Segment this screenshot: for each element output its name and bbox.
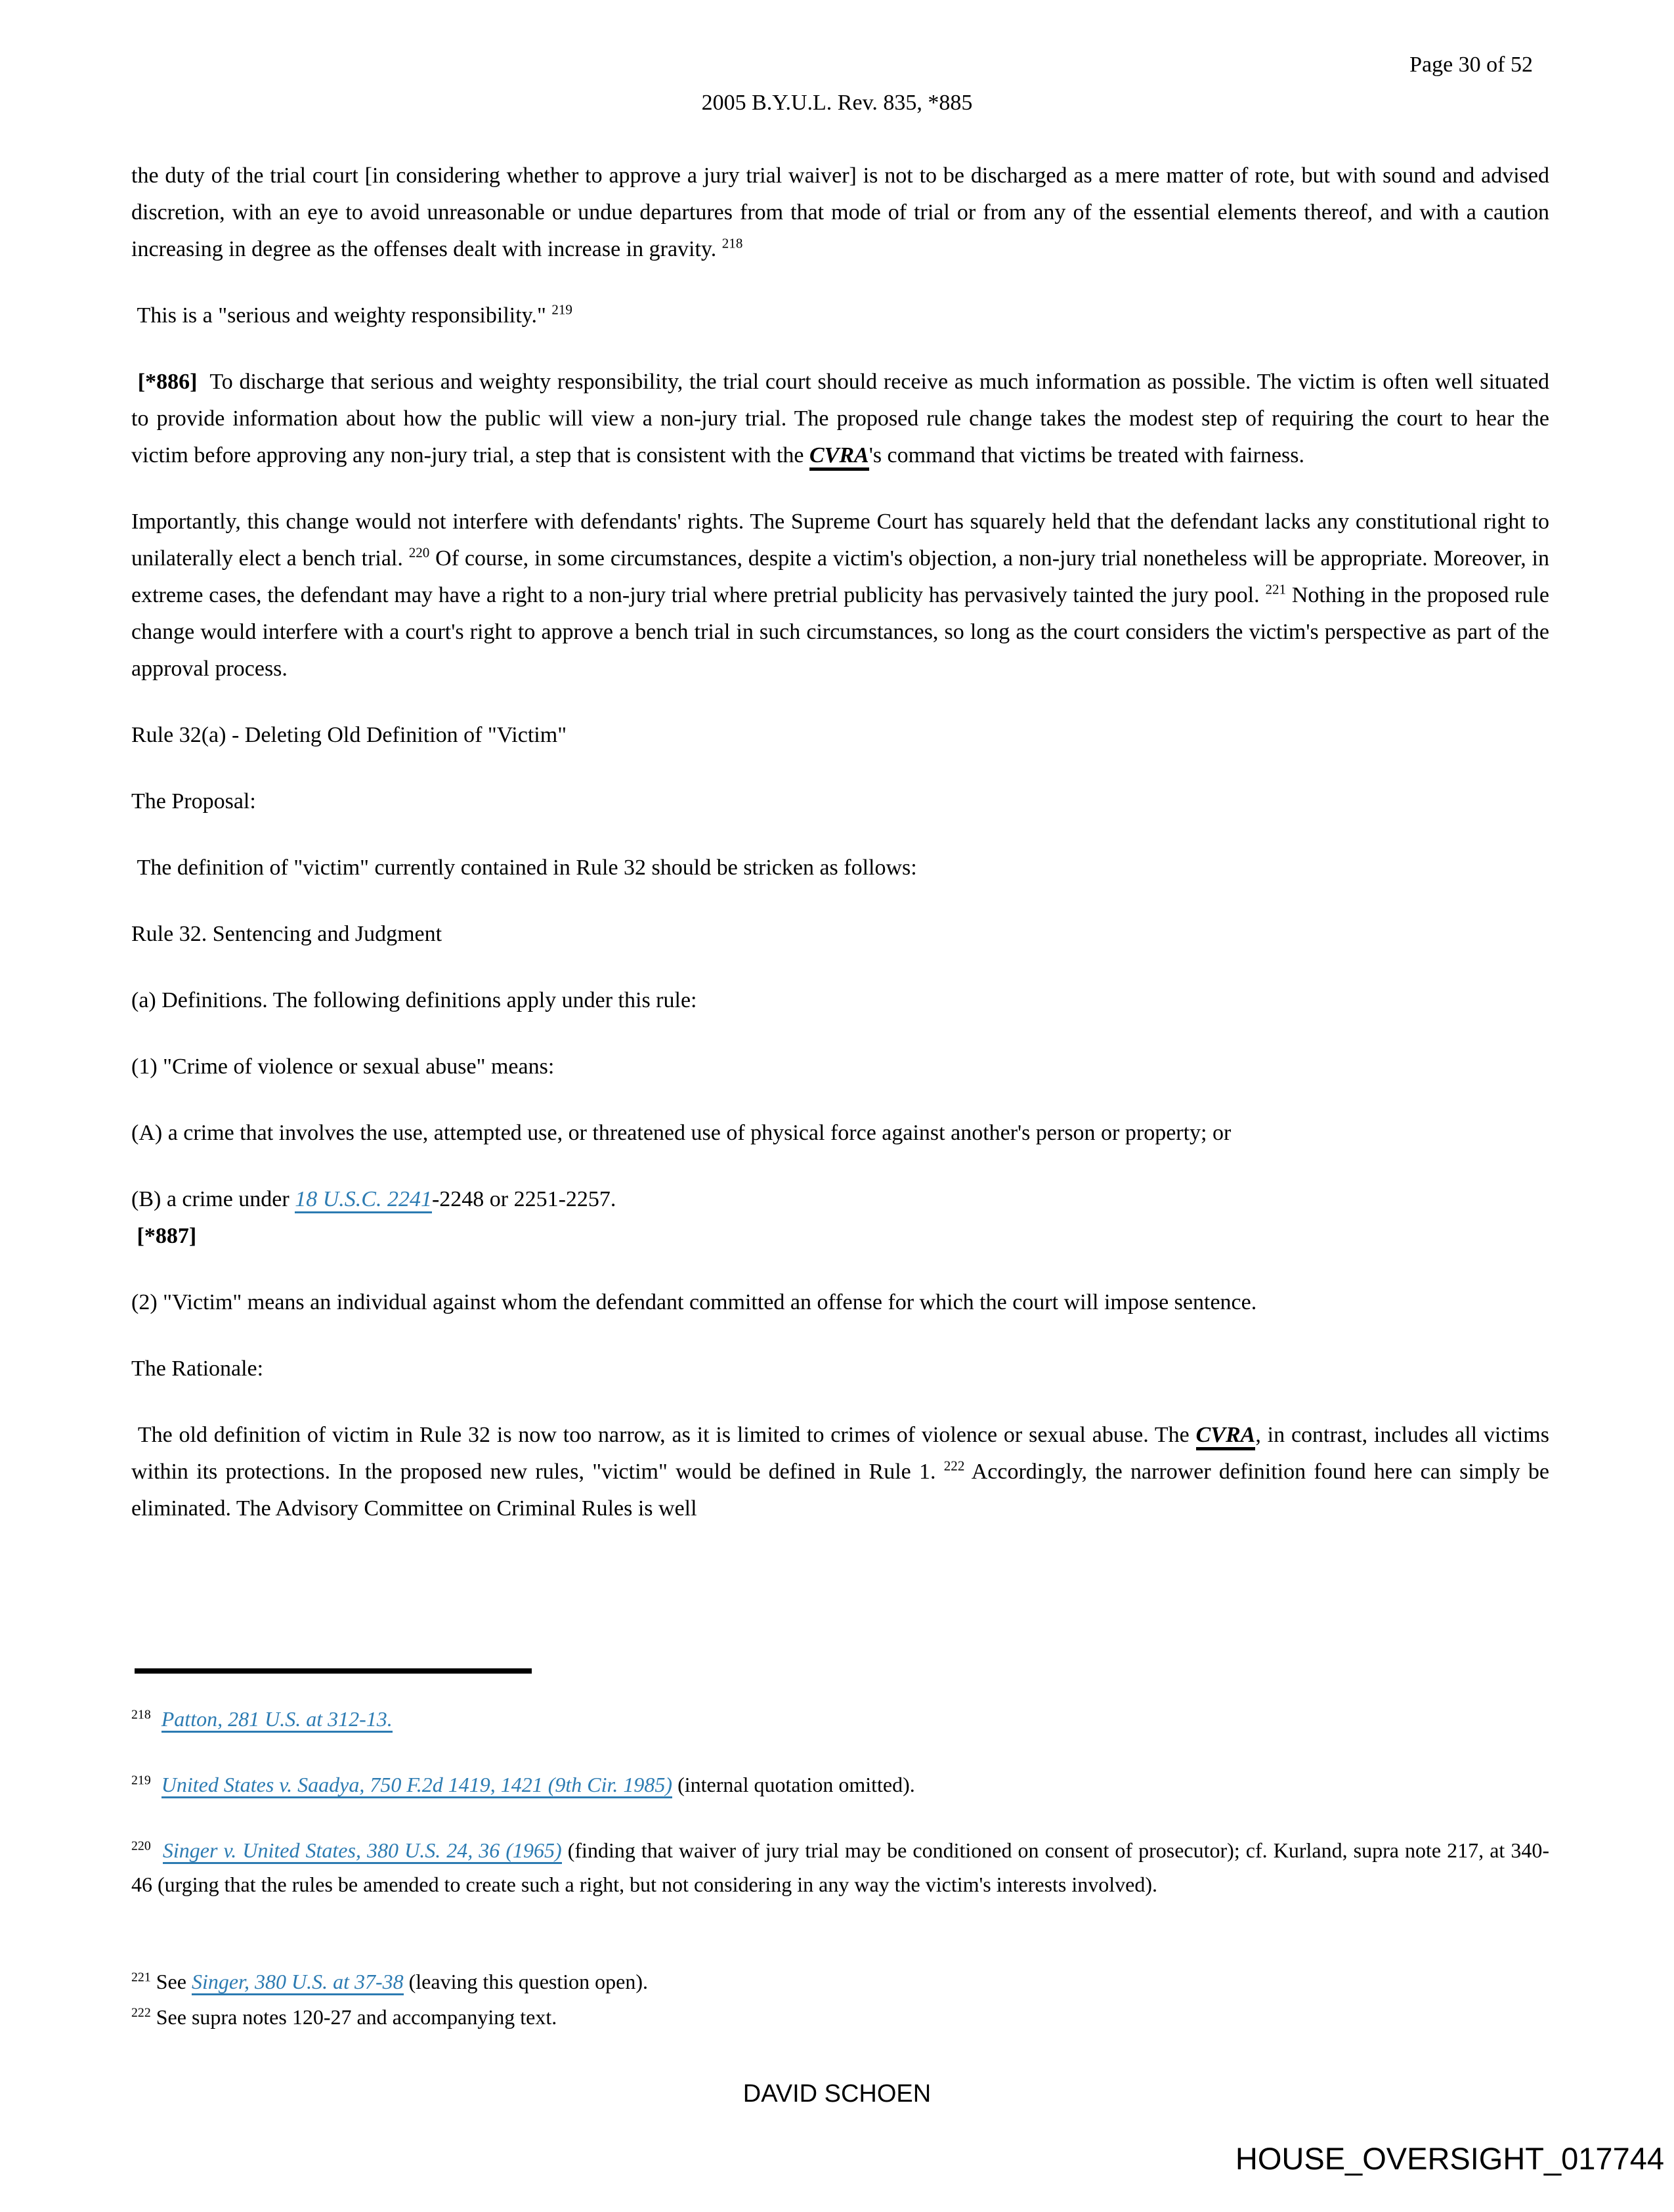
text-run <box>151 1838 163 1862</box>
footnote-reference: 222 <box>943 1458 965 1474</box>
text-run <box>131 370 138 394</box>
text-run: , in contrast, includes all victims within its protections. In the proposed new rules, "victim" would be defined in Rule 1. <box>131 1423 1549 1484</box>
footnote-item <box>131 2000 1549 2034</box>
text-run: Rule 32(a) - Deleting Old Definition of "Victim" <box>131 723 567 747</box>
text-run: Accordingly, the narrower definition found here can simply be eliminated. The Advisory Committee on Criminal Rules is well <box>131 1460 1549 1521</box>
footnote-reference: 221 <box>131 1970 151 1985</box>
text-run: CVRA <box>809 443 869 471</box>
body-paragraph <box>131 783 1549 820</box>
body-paragraph <box>131 1049 1549 1085</box>
text-run: (internal quotation omitted). <box>672 1773 915 1796</box>
body-paragraph <box>131 1115 1549 1152</box>
body-paragraph <box>131 297 1549 334</box>
text-run: (1) "Crime of violence or sexual abuse" means: <box>131 1054 555 1079</box>
text-run: The old definition of victim in Rule 32 is now too narrow, as it is limited to crimes of violence or sexual abuse. The <box>131 1423 1196 1447</box>
text-run: Rule 32. Sentencing and Judgment <box>131 922 442 946</box>
text-run: (finding that waiver of jury trial may be conditioned on consent of prosecutor); cf. Kurland, supra note 217, at 340-46 (urging that the rules be amended to create such a right, but not considering in any way the victim's interests involved). <box>131 1838 1550 1896</box>
document-citation-header: 2005 B.Y.U.L. Rev. 835, *885 <box>701 91 973 115</box>
footnote-reference: 220 <box>131 1838 151 1854</box>
body-paragraph <box>131 158 1549 268</box>
text-run: This is a "serious and weighty responsibility." <box>131 303 552 328</box>
footnote-item <box>131 1964 1549 1999</box>
text-run: The Rationale: <box>131 1356 264 1381</box>
footnote-reference: 220 <box>408 544 430 561</box>
citation-link[interactable]: 18 U.S.C. 2241 <box>295 1187 432 1213</box>
bates-number: HOUSE_OVERSIGHT_017744 <box>1235 2141 1664 2176</box>
body-paragraph <box>131 916 1549 953</box>
footnote-reference: 221 <box>1265 581 1287 597</box>
body-paragraph <box>131 1284 1549 1321</box>
citation-link[interactable]: Singer, 380 U.S. at 37-38 <box>192 1970 404 1995</box>
text-run: To discharge that serious and weighty responsibility, the trial court should receive as much information as possible. The victim is often well situated to provide information about how the public will view a non-jury trial. The proposed rule change takes the modest step of requiring the court to hear the victim before approving any non-jury trial, a step that is consistent with the <box>131 370 1550 467</box>
text-run: (B) a crime under <box>131 1187 295 1211</box>
footnote-reference: 218 <box>721 235 743 251</box>
citation-link[interactable]: Singer v. United States, 380 U.S. 24, 36 (1965) <box>163 1838 562 1864</box>
footnote-reference: 219 <box>551 301 572 318</box>
text-run: The definition of "victim" currently contained in Rule 32 should be stricken as follows: <box>131 856 917 880</box>
text-run: the duty of the trial court [in considering whether to approve a jury trial waiver] is not to be discharged as a mere matter of rote, but with sound and advised discretion, with an eye to avoid unreasonable or undue departures from that mode of trial or from any of the essential elements thereof, and with a caution increasing in degree as the offenses dealt with increase in gravity. <box>131 163 1549 261</box>
body-paragraph <box>131 504 1549 687</box>
body-paragraph <box>131 364 1549 474</box>
text-run: Nothing in the proposed rule change would interfere with a court's right to approve a bench trial in such circumstances, so long as the court considers the victim's perspective as part of the approval process. <box>131 583 1549 681</box>
text-run: Importantly, this change would not interfere with defendants' rights. The Supreme Court has squarely held that the defendant lacks any constitutional right to unilaterally elect a bench trial. <box>131 510 1549 571</box>
footnote-item <box>131 1833 1549 1901</box>
text-run <box>131 1224 137 1248</box>
text-run: -2248 or 2251-2257. <box>431 1187 616 1211</box>
footnote-reference: 218 <box>131 1707 151 1722</box>
text-run: (2) "Victim" means an individual against whom the defendant committed an offense for which the court will impose sentence. <box>131 1290 1257 1314</box>
footnotes-section <box>131 1702 1549 2034</box>
page-indicator: Page 30 of 52 <box>1409 53 1533 77</box>
text-run <box>151 1773 161 1796</box>
text-run: [*887] <box>137 1224 197 1248</box>
text-run: (leaving this question open). <box>403 1970 648 1993</box>
footnote-reference: 219 <box>131 1773 151 1788</box>
body-paragraph <box>131 1351 1549 1387</box>
text-run: The Proposal: <box>131 789 256 813</box>
text-run: (a) Definitions. The following definitions apply under this rule: <box>131 988 697 1012</box>
footnote-item <box>131 1767 1549 1802</box>
text-run: Of course, in some circumstances, despite a victim's objection, a non-jury trial nonetheless will be appropriate. Moreover, in extreme cases, the defendant may have a right to a non-jury trial where pretrial publicity has pervasively tainted the jury pool. <box>131 546 1549 607</box>
footnote-item <box>131 1702 1549 1736</box>
text-run: (A) a crime that involves the use, attempted use, or threatened use of physical force against another's person or property; or <box>131 1121 1232 1145</box>
citation-link[interactable]: Patton, 281 U.S. at 312-13. <box>161 1707 393 1733</box>
footnote-reference: 222 <box>131 2005 151 2020</box>
text-run: 's command that victims be treated with fairness. <box>869 443 1304 467</box>
text-run: CVRA <box>1196 1423 1256 1450</box>
footnote-separator <box>135 1668 532 1674</box>
body-paragraph <box>131 1417 1549 1527</box>
footer-author-name: DAVID SCHOEN <box>742 2080 932 2108</box>
text-run: See <box>150 1970 192 1993</box>
citation-link[interactable]: United States v. Saadya, 750 F.2d 1419, 1421 (9th Cir. 1985) <box>161 1773 672 1798</box>
text-run: See supra notes 120-27 and accompanying text. <box>150 2005 557 2029</box>
body-paragraph <box>131 850 1549 886</box>
body-paragraph <box>131 982 1549 1019</box>
text-run: [*886] <box>137 370 198 394</box>
body-paragraph <box>131 1181 1549 1255</box>
body-text <box>131 158 1549 1557</box>
text-run <box>151 1707 161 1731</box>
body-paragraph <box>131 717 1549 754</box>
